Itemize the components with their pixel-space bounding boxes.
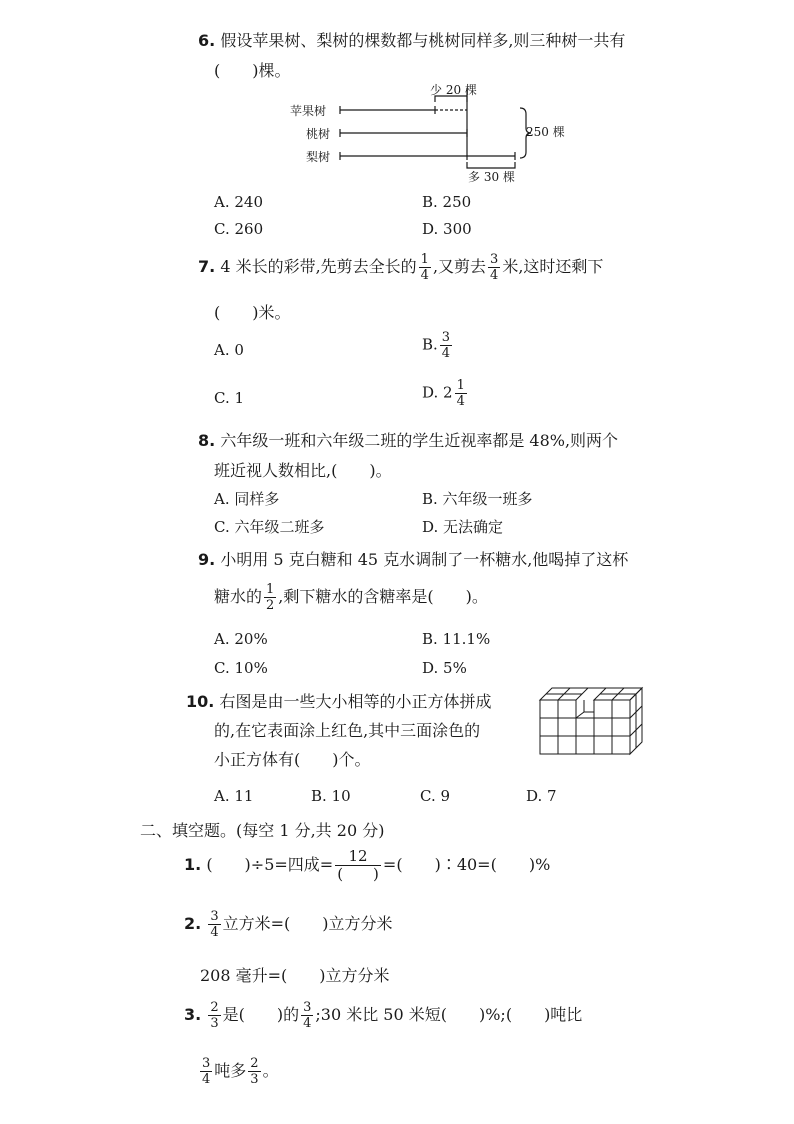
fraction: $\frac{3}{4}$ bbox=[490, 252, 499, 283]
q10-option-a: A. 11 bbox=[214, 787, 254, 805]
q6-number: 6. bbox=[198, 31, 216, 50]
fraction: $\frac{12}{( )}$ bbox=[337, 847, 379, 883]
q6-option-a: A. 240 bbox=[214, 193, 263, 211]
fill-2-line2: 208 毫升=( )立方分米 bbox=[200, 966, 390, 985]
fill-3-line2: $\frac{3}{4}$ 吨多 $\frac{2}{3}$ 。 bbox=[202, 1056, 279, 1087]
fraction: $\frac{2}{3}$ bbox=[250, 1056, 259, 1087]
fraction: $\frac{2}{3}$ bbox=[210, 1000, 219, 1031]
q8-line1: 8. 六年级一班和六年级二班的学生近视率都是 48%,则两个 bbox=[198, 431, 619, 450]
label-total: 250 棵 bbox=[526, 125, 565, 139]
fill-2: 2. $\frac{3}{4}$ 立方米=( )立方分米 bbox=[184, 909, 393, 940]
q7-option-b: B. $\frac{3}{4}$ bbox=[422, 330, 451, 361]
fraction: $\frac{1}{4}$ bbox=[456, 378, 465, 409]
fraction: $\frac{1}{2}$ bbox=[266, 582, 275, 613]
q7-line2: ( )米。 bbox=[214, 303, 291, 322]
fill-1-number: 1. bbox=[184, 855, 202, 874]
q9-option-b: B. 11.1% bbox=[422, 630, 491, 648]
q7-line1: 7. 4 米长的彩带,先剪去全长的 $\frac{1}{4}$ ,又剪去 $\frac{3}{4}$ 米,这时还剩下 bbox=[198, 252, 604, 283]
fill-1: 1. ( )÷5=四成= $\frac{12}{( )}$ =( )∶40=( )% bbox=[184, 847, 551, 883]
q10-line1: 10. 右图是由一些大小相等的小正方体拼成 bbox=[186, 692, 492, 711]
fraction: $\frac{3}{4}$ bbox=[202, 1056, 211, 1087]
q8-option-c: C. 六年级二班多 bbox=[214, 518, 325, 536]
cube-stack-figure bbox=[538, 684, 654, 770]
q10-line2: 的,在它表面涂上红色,其中三面涂色的 bbox=[214, 721, 481, 740]
q6-line2: ( )棵。 bbox=[214, 61, 291, 80]
q8-option-d: D. 无法确定 bbox=[422, 518, 504, 536]
q6-option-d: D. 300 bbox=[422, 220, 472, 238]
q9-option-d: D. 5% bbox=[422, 659, 467, 677]
q9-option-c: C. 10% bbox=[214, 659, 268, 677]
q10-line3: 小正方体有( )个。 bbox=[214, 750, 371, 769]
q9-option-a: A. 20% bbox=[214, 630, 268, 648]
label-pear: 梨树 bbox=[306, 150, 331, 164]
q7-option-a: A. 0 bbox=[214, 341, 244, 359]
fraction: $\frac{3}{4}$ bbox=[441, 330, 451, 361]
q6-option-b: B. 250 bbox=[422, 193, 472, 211]
fraction: $\frac{1}{4}$ bbox=[420, 252, 429, 283]
section-title: 二、填空题。(每空 1 分,共 20 分) bbox=[140, 821, 385, 840]
fill-3-number: 3. bbox=[184, 1005, 202, 1024]
fill-3: 3. $\frac{2}{3}$ 是( )的 $\frac{3}{4}$ ;30 米比 50 米短( )%;( )吨比 bbox=[184, 1000, 583, 1031]
fraction: $\frac{3}{4}$ bbox=[303, 1000, 312, 1031]
q10-number: 10. bbox=[186, 692, 215, 711]
label-less: 少 20 棵 bbox=[430, 83, 477, 97]
q8-option-b: B. 六年级一班多 bbox=[422, 490, 533, 508]
q10-option-d: D. 7 bbox=[526, 787, 557, 805]
q7-option-c: C. 1 bbox=[214, 389, 245, 407]
label-peach: 桃树 bbox=[306, 127, 331, 141]
q10-option-c: C. 9 bbox=[420, 787, 451, 805]
q9-number: 9. bbox=[198, 550, 216, 569]
q8-number: 8. bbox=[198, 431, 216, 450]
q7-number: 7. bbox=[198, 257, 216, 276]
fraction: $\frac{3}{4}$ bbox=[210, 909, 219, 940]
label-more: 多 30 棵 bbox=[468, 170, 515, 184]
q8-line2: 班近视人数相比,( )。 bbox=[214, 461, 392, 480]
label-apple: 苹果树 bbox=[290, 104, 327, 118]
q8-option-a: A. 同样多 bbox=[214, 490, 280, 508]
q9-line1: 9. 小明用 5 克白糖和 45 克水调制了一杯糖水,他喝掉了这杯 bbox=[198, 550, 629, 569]
q6-text: 假设苹果树、梨树的棵数都与桃树同样多,则三种树一共有 bbox=[220, 31, 626, 50]
fill-2-number: 2. bbox=[184, 914, 202, 933]
q7-option-d: D. 2 $\frac{1}{4}$ bbox=[422, 378, 465, 409]
q6-option-c: C. 260 bbox=[214, 220, 264, 238]
q9-line2: 糖水的 $\frac{1}{2}$ ,剩下糖水的含糖率是( )。 bbox=[214, 582, 488, 613]
q6-line1 bbox=[198, 28, 625, 51]
q10-option-b: B. 10 bbox=[311, 787, 351, 805]
